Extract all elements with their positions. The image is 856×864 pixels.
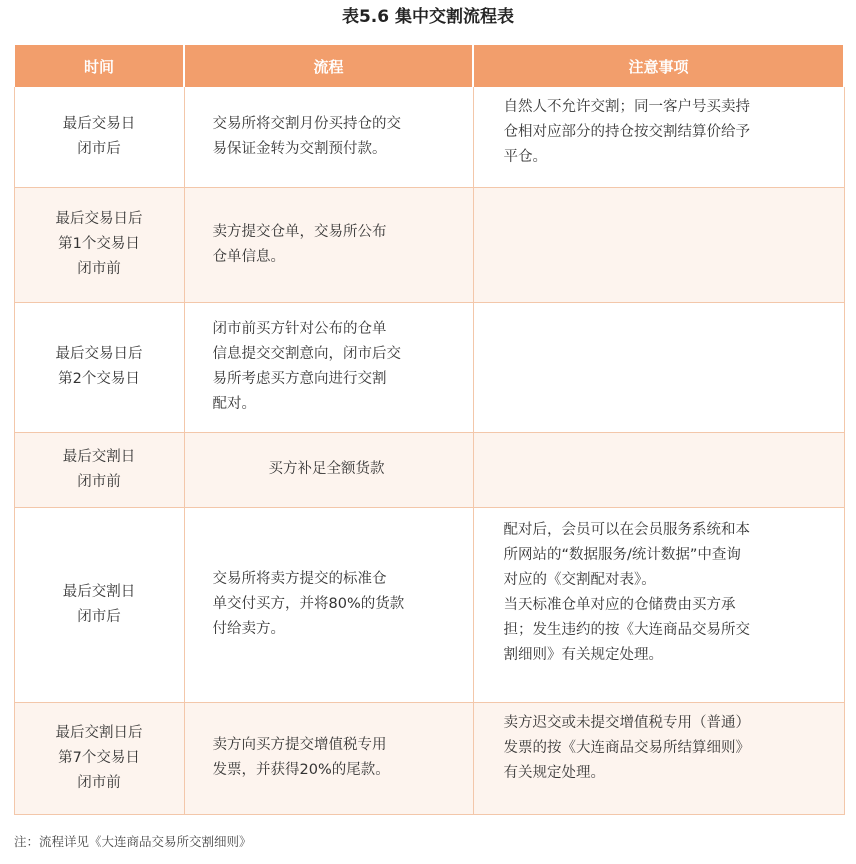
process-cell: 卖方提交仓单，交易所公布 仓单信息。 bbox=[184, 187, 473, 302]
notes-cell: 配对后，会员可以在会员服务系统和本 所网站的“数据服务/统计数据”中查询 对应的《交割配对表》。 当天标准仓单对应的仓储费由买方承 担；发生违约的按《大连商品交易所交 割细则》有关规定处理。 bbox=[473, 507, 844, 702]
time-cell: 最后交割日后 第7个交易日 闭市前 bbox=[14, 702, 184, 814]
table-row bbox=[14, 302, 844, 432]
delivery-process-table bbox=[13, 45, 845, 815]
process-cell: 卖方向买方提交增值税专用 发票，并获得20%的尾款。 bbox=[184, 702, 473, 814]
notes-cell: 自然人不允许交割；同一客户号买卖持 仓相对应部分的持仓按交割结算价给予 平仓。 bbox=[473, 87, 844, 187]
notes-cell bbox=[473, 187, 844, 302]
notes-cell: 卖方迟交或未提交增值税专用（普通） 发票的按《大连商品交易所结算细则》 有关规定处理。 bbox=[473, 702, 844, 814]
process-cell: 买方补足全额货款 bbox=[184, 432, 473, 507]
header-process: 流程 bbox=[184, 45, 473, 87]
table-row bbox=[14, 702, 844, 814]
notes-cell bbox=[473, 432, 844, 507]
footnote: 注：流程详见《大连商品交易所交割细则》 bbox=[14, 834, 252, 849]
time-cell: 最后交易日后 第1个交易日 闭市前 bbox=[14, 187, 184, 302]
table-row bbox=[14, 432, 844, 507]
time-cell: 最后交易日后 第2个交易日 bbox=[14, 302, 184, 432]
time-cell: 最后交割日 闭市前 bbox=[14, 432, 184, 507]
notes-cell bbox=[473, 302, 844, 432]
header-time: 时间 bbox=[14, 45, 184, 87]
table-row bbox=[14, 87, 844, 187]
header-notes: 注意事项 bbox=[473, 45, 844, 87]
process-cell: 闭市前买方针对公布的仓单 信息提交交割意向，闭市后交 易所考虑买方意向进行交割 配对。 bbox=[184, 302, 473, 432]
process-cell: 交易所将卖方提交的标准仓 单交付买方，并将80%的货款 付给卖方。 bbox=[184, 507, 473, 702]
time-cell: 最后交易日 闭市后 bbox=[14, 87, 184, 187]
table-header-row bbox=[14, 45, 844, 87]
table-title: 表5.6 集中交割流程表 bbox=[341, 7, 515, 27]
process-cell: 交易所将交割月份买持仓的交 易保证金转为交割预付款。 bbox=[184, 87, 473, 187]
table-row bbox=[14, 187, 844, 302]
table-row bbox=[14, 507, 844, 702]
time-cell: 最后交割日 闭市后 bbox=[14, 507, 184, 702]
